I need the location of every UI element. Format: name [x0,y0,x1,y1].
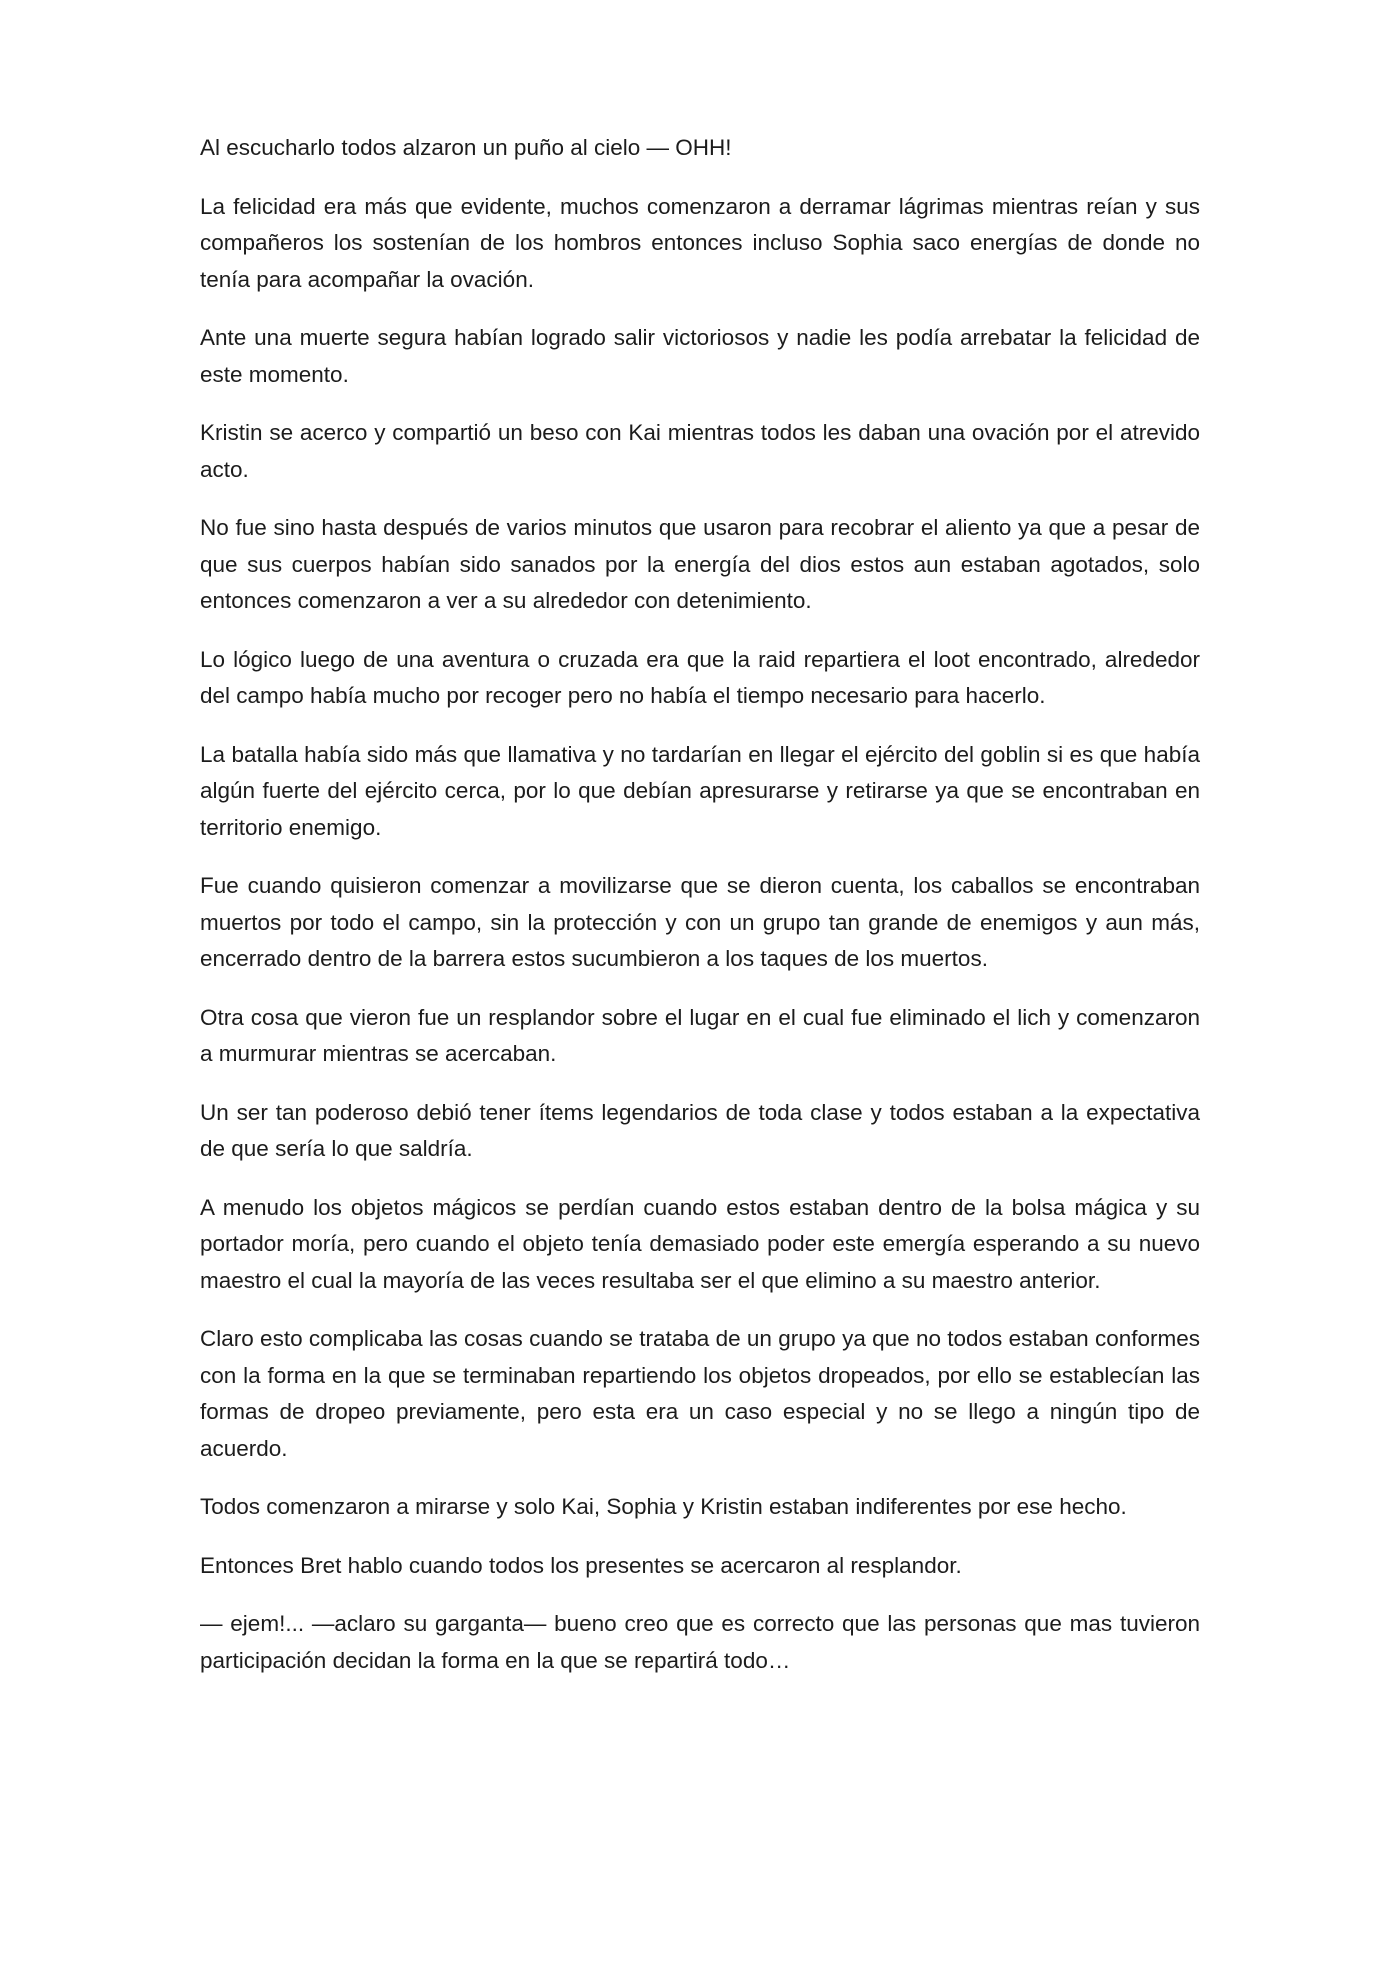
paragraph: La batalla había sido más que llamativa y no tardarían en llegar el ejército del goblin si es que había algún fuerte del ejército cerca, por lo que debían apresurarse y retirarse ya que se encontraban en territorio enemigo. [200,741,1200,840]
paragraph: Fue cuando quisieron comenzar a movilizarse que se dieron cuenta, los caballos se encontraban muertos por todo el campo, sin la protección y con un grupo tan grande de enemigos y aun más, encerrado dentro de la barrera estos sucumbieron a los taques de los muertos. [200,873,1200,971]
paragraph: Un ser tan poderoso debió tener ítems legendarios de toda clase y todos estaban a la expectativa de que sería lo que saldría. [200,1099,1200,1161]
paragraph: Entonces Bret hablo cuando todos los presentes se acercaron al resplandor. [200,1552,962,1578]
paragraph: A menudo los objetos mágicos se perdían cuando estos estaban dentro de la bolsa mágica y su portador moría, pero cuando el objeto tenía demasiado poder este emergía esperando a su nuevo maestro el cual la mayoría de las veces resultaba ser el que elimino a su maestro anterior. [200,1194,1200,1293]
paragraph: La felicidad era más que evidente, muchos comenzaron a derramar lágrimas mientras reían y sus compañeros los sostenían de los hombros entonces incluso Sophia saco energías de donde no tenía para acompañar la ovación. [200,193,1200,292]
paragraph: Kristin se acerco y compartió un beso con Kai mientras todos les daban una ovación por el atrevido acto. [200,420,1200,482]
paragraph: Todos comenzaron a mirarse y solo Kai, Sophia y Kristin estaban indiferentes por ese hecho. [200,1494,1127,1519]
paragraph: — ejem!... —aclaro su garganta— bueno creo que es correcto que las personas que mas tuvieron participación decidan la forma en la que se repartirá todo… [200,1611,1200,1673]
paragraph: No fue sino hasta después de varios minutos que usaron para recobrar el aliento ya que a pesar de que sus cuerpos habían sido sanados por la energía del dios estos aun estaban agotados, solo entonces comenzaron a ver a su alrededor con detenimiento. [200,515,1200,613]
paragraph: Ante una muerte segura habían logrado salir victoriosos y nadie les podía arrebatar la felicidad de este momento. [200,325,1200,387]
paragraph: Otra cosa que vieron fue un resplandor sobre el lugar en el cual fue eliminado el lich y comenzaron a murmurar mientras se acercaban. [200,1004,1200,1066]
paragraph: Claro esto complicaba las cosas cuando se trataba de un grupo ya que no todos estaban conformes con la forma en la que se terminaban repartiendo los objetos dropeados, por ello se establecían las formas de dropeo previamente, pero esta era un caso especial y no se llego a ningún tipo de acuerdo. [200,1326,1200,1461]
document-body [200,130,1200,1701]
paragraph: Al escucharlo todos alzaron un puño al cielo — OHH! [200,135,732,160]
paragraph: Lo lógico luego de una aventura o cruzada era que la raid repartiera el loot encontrado, alrededor del campo había mucho por recoger pero no había el tiempo necesario para hacerlo. [200,646,1200,708]
